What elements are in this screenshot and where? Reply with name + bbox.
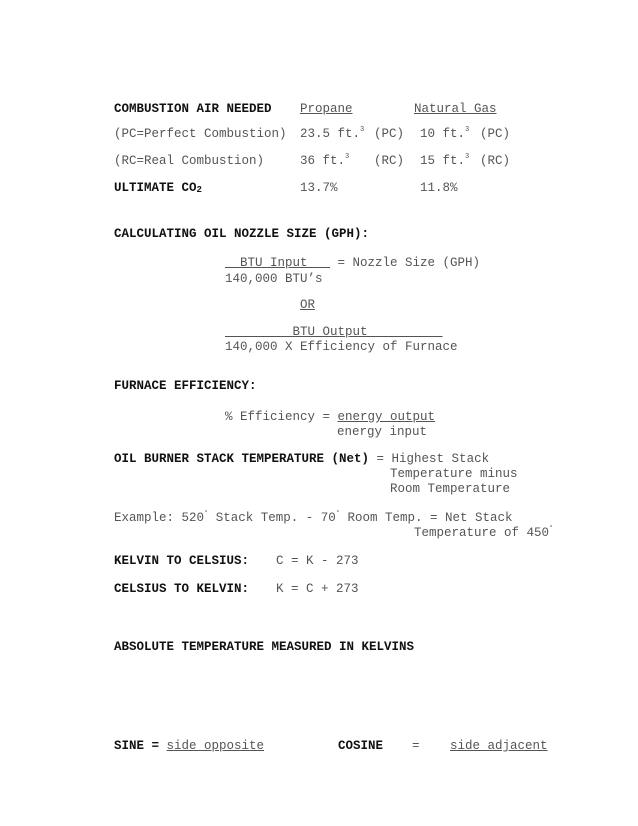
perfect-combustion-label: (PC=Perfect Combustion) <box>114 127 287 141</box>
cosine-equals: = <box>412 739 420 753</box>
propane-column-header: Propane <box>300 102 353 116</box>
or-separator: OR <box>300 298 316 312</box>
natural-rc-value: 15 ft.$^3$ <box>420 153 470 168</box>
sine-numerator: side opposite <box>166 739 265 753</box>
kelvin-to-celsius-label: KELVIN TO CELSIUS: <box>114 554 250 568</box>
ultimate-co2-label: ULTIMATE $CO_2$ <box>114 181 202 195</box>
natural-pc-tag: (PC) <box>480 127 511 141</box>
nozzle-formula-1: __BTU Input___ = Nozzle Size (GPH) <box>225 256 481 270</box>
absolute-temperature-heading: ABSOLUTE TEMPERATURE MEASURED IN KELVINS <box>114 640 415 654</box>
stack-temp-line-2: Temperature minus <box>390 467 518 481</box>
stack-temp-heading: OIL BURNER STACK TEMPERATURE (Net) <box>114 452 370 466</box>
cosine-numerator: side adjacent <box>450 739 548 753</box>
ultimate-co2-propane: 13.7% <box>300 181 338 195</box>
nozzle-formula-1-denominator: 140,000 BTU’s <box>225 272 323 286</box>
real-combustion-label: (RC=Real Combustion) <box>114 154 265 168</box>
propane-rc-tag: (RC) <box>374 154 405 168</box>
celsius-to-kelvin-label: CELSIUS TO KELVIN: <box>114 582 250 596</box>
stack-temp-line-3: Room Temperature <box>390 482 511 496</box>
stack-example-line-2: Temperature of 450° <box>414 525 554 540</box>
furnace-efficiency-heading: FURNACE EFFICIENCY: <box>114 379 257 393</box>
cosine-label: COSINE <box>338 739 384 753</box>
efficiency-numerator: energy output <box>337 410 436 424</box>
stack-temp-definition: OIL BURNER STACK TEMPERATURE (Net) = Highest Stack <box>114 452 490 466</box>
nozzle-formula-1-numerator: __BTU Input___ <box>225 256 331 270</box>
nozzle-formula-2-denominator: 140,000 X Efficiency of Furnace <box>225 340 458 354</box>
propane-pc-tag: (PC) <box>374 127 405 141</box>
efficiency-denominator: energy input <box>337 425 428 439</box>
sine-label: SINE = <box>114 739 167 753</box>
ultimate-co2-natural: 11.8% <box>420 181 458 195</box>
natural-rc-tag: (RC) <box>480 154 511 168</box>
natural-gas-column-header: Natural Gas <box>414 102 497 116</box>
kelvin-to-celsius-formula: C = K - 273 <box>276 554 359 568</box>
propane-pc-value: 23.5 ft.$^3$ <box>300 126 365 141</box>
combustion-heading: COMBUSTION AIR NEEDED <box>114 102 272 116</box>
propane-rc-value: 36 ft.$^3$ <box>300 153 350 168</box>
sine-definition <box>114 739 264 754</box>
celsius-to-kelvin-formula: K = C + 273 <box>276 582 359 596</box>
natural-pc-value: 10 ft.$^3$ <box>420 126 470 141</box>
nozzle-formula-2-numerator: _______ BTU Output__________ <box>225 325 443 339</box>
stack-example: Example: 520° Stack Temp. - 70° Room Temp. = Net Stack <box>114 510 513 525</box>
nozzle-heading: CALCULATING OIL NOZZLE SIZE (GPH): <box>114 227 370 241</box>
efficiency-formula: % Efficiency = energy output <box>225 410 436 424</box>
